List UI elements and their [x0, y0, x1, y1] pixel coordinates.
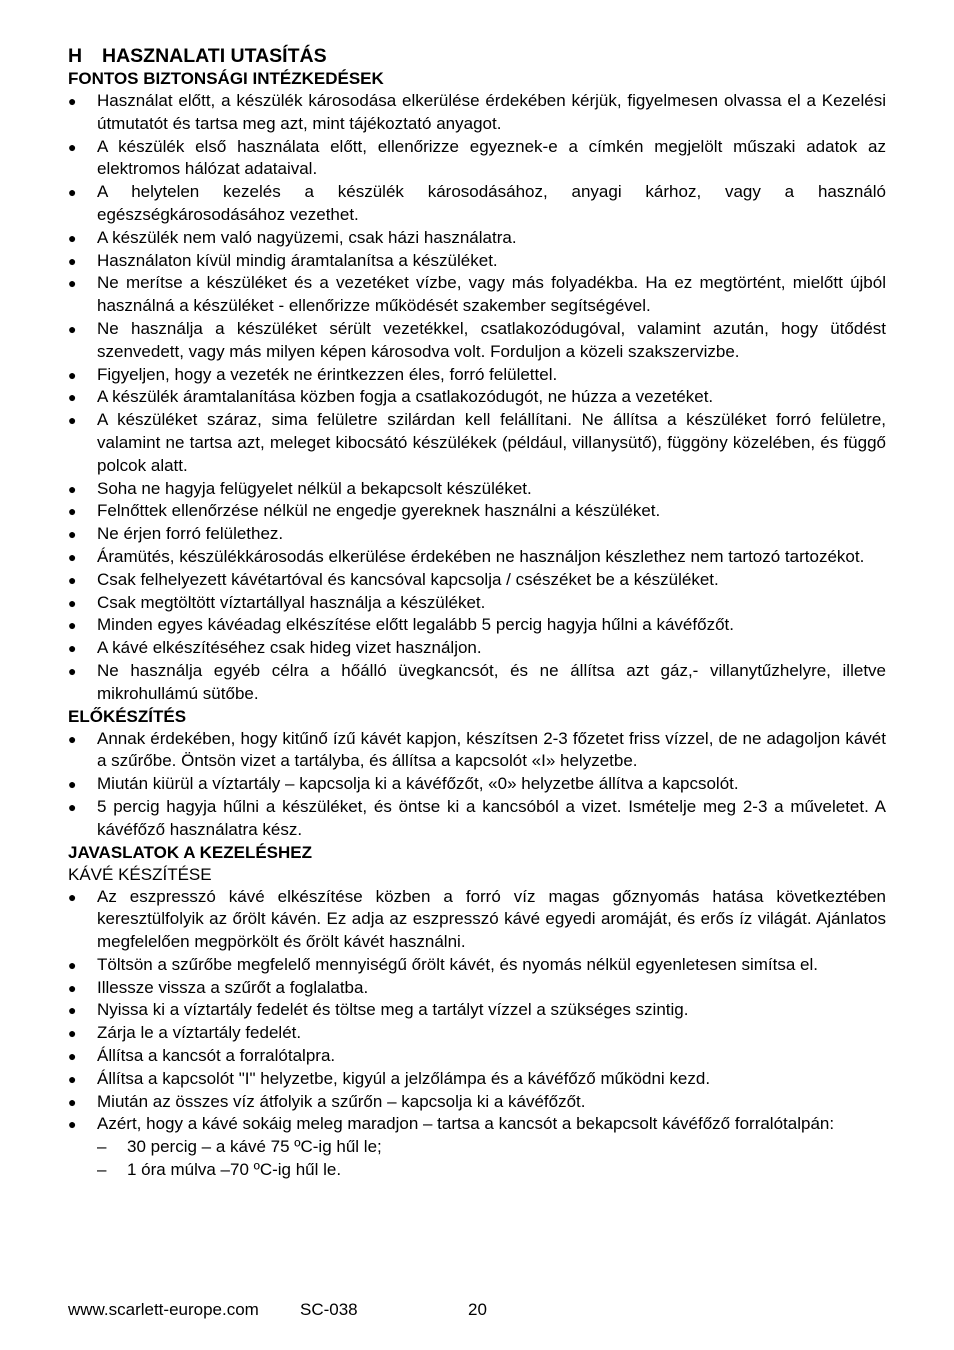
temperature-sublist: [68, 1136, 886, 1182]
list-item: ● Felnőttek ellenőrzése nélkül ne engedje gyereknek használni a készüléket.: [68, 501, 661, 521]
list-item: ● Állítsa a kapcsolót "I" helyzetbe, kigyúl a jelzőlámpa és a kávéfőző működni kezd.: [68, 1068, 711, 1088]
list-item: ● Nyissa ki a víztartály fedelét és töltse meg a tartályt vízzel a szükséges szintig.: [68, 1000, 689, 1020]
list-item: ● Annak érdekében, hogy kitűnő ízű kávét kapjon, készítsen 2-3 főzetet friss vízzel, de ne adagoljon kávét a szűrőbe. Öntsön vizet a tartályba, és állítsa a kapcsolót «I» helyzetbe.: [68, 728, 886, 771]
preparation-list: [68, 728, 886, 842]
list-item: ● Állítsa a kancsót a forralótalpra.: [68, 1046, 336, 1066]
dash-item: – 1 óra múlva –70 ºC-ig hűl le.: [97, 1160, 342, 1180]
list-item: ● Miután kiürül a víztartály – kapcsolja ki a kávéfőzőt, «0» helyzetbe állítva a kapcsolót.: [68, 774, 739, 794]
manual-page: [68, 44, 886, 1182]
list-item: ● A helytelen kezelés a készülék károsodásához, anyagi kárhoz, vagy a használó egészségkárosodásához vezethet.: [68, 182, 886, 224]
list-item: ● Ne érjen forró felülethez.: [68, 524, 284, 544]
list-item: ● Használaton kívül mindig áramtalanítsa a készüléket.: [68, 250, 498, 270]
section-heading-usage: JAVASLATOK A KEZELÉSHEZ: [68, 842, 313, 862]
list-item: ● Ne használja egyéb célra a hőálló üvegkancsót, és ne állítsa azt gáz,- villanytűzhelyre, illetve mikrohullámú sütőbe.: [68, 660, 886, 703]
list-item: ● Ne használja a készüléket sérült vezetékkel, csatlakozódugóval, valamint azután, hogy ütődést szenvedett, vagy más milyen képen károsodva volt. Forduljon a közeli szakszervizbe.: [68, 318, 886, 361]
list-item: ● Ne merítse a készüléket és a vezetéket vízbe, vagy más folyadékba. Ha ez megtörtént, mielőtt újból használná a készüléket - ellenőrizze működését szakember segítségével.: [68, 273, 886, 316]
list-item: ● A készülék első használata előtt, ellenőrizze egyeznek-e a címkén megjelölt műszaki adatok az elektromos hálózat adataival.: [68, 136, 886, 179]
list-item: ● Áramütés, készülékkárosodás elkerülése érdekében ne használjon készlethez nem tartozó tartozékot.: [68, 546, 865, 566]
list-item: ● Töltsön a szűrőbe megfelelő mennyiségű őrölt kávét, és nyomás nélkül egyenletesen simítsa el.: [68, 954, 818, 974]
list-item: ● A készülék nem való nagyüzemi, csak házi használatra.: [68, 227, 517, 247]
list-item: ● Illessze vissza a szűrőt a foglalatba.: [68, 977, 369, 997]
section-heading-preparation: ELŐKÉSZÍTÉS: [68, 706, 187, 726]
list-item: ● A készüléket száraz, sima felületre szilárdan kell felállítani. Ne állítsa a készüléket forró felületre, valamint ne tartsa azt, meleget kibocsátó készülékek (például, villanysütő), függöny közelében, és függő polcok alatt.: [68, 410, 886, 475]
section-heading-safety: FONTOS BIZTONSÁGI INTÉZKEDÉSEK: [68, 69, 384, 88]
safety-list: [68, 90, 886, 706]
list-item: ● Zárja le a víztartály fedelét.: [68, 1023, 302, 1043]
list-item: ● 5 percig hagyja hűlni a készüléket, és öntse ki a kancsóból a vizet. Ismételje meg 2-3 a műveletet. A kávéfőző használatra kész.: [68, 796, 886, 839]
list-item: ● Figyeljen, hogy a vezeték ne érintkezzen éles, forró felülettel.: [68, 364, 558, 384]
page-title: [68, 44, 886, 68]
list-item: ● A készülék áramtalanítása közben fogja a csatlakozódugót, ne húzza a vezetéket.: [68, 387, 714, 407]
subheading-coffee-making: KÁVÉ KÉSZÍTÉSE: [68, 864, 212, 884]
list-item: ● Használat előtt, a készülék károsodása elkerülése érdekében kérjük, figyelmesen olvassa el a Kezelési útmutatót és tartsa meg azt, mint tájékoztató anyagot.: [68, 91, 886, 133]
title-text: HASZNALATI UTASÍTÁS: [102, 45, 327, 67]
list-item: ● A kávé elkészítéséhez csak hideg vizet használjon.: [68, 638, 482, 658]
dash-item: – 30 percig – a kávé 75 ºC-ig hűl le;: [97, 1137, 382, 1157]
list-item: ● Csak megtöltött víztartállyal használja a készüléket.: [68, 592, 486, 612]
website-url: www.scarlett-europe.com: [68, 1300, 259, 1319]
language-letter: H: [68, 45, 83, 67]
list-item: ● Azért, hogy a kávé sokáig meleg maradjon – tartsa a kancsót a bekapcsolt kávéfőző forralótalpán:: [68, 1114, 835, 1134]
model-number: SC-038: [300, 1300, 358, 1319]
usage-list: [68, 886, 886, 1137]
list-item: ● Az eszpresszó kávé elkészítése közben a forró víz magas gőznyomás hatása következtében keresztülfolyik az őrölt kávén. Ez adja az eszpresszó kávé egyedi aromáját, és erős íz világát. Ajánlatos megfelelően megpörkölt és őrölt kávét használni.: [68, 886, 886, 952]
page-number: 20: [468, 1300, 487, 1319]
list-item: ● Miután az összes víz átfolyik a szűrőn – kapcsolja ki a kávéfőzőt.: [68, 1091, 586, 1111]
list-item: ● Soha ne hagyja felügyelet nélkül a bekapcsolt készüléket.: [68, 478, 532, 498]
list-item: ● Csak felhelyezett kávétartóval és kancsóval kapcsolja / csészéket be a készüléket.: [68, 569, 719, 589]
list-item: ● Minden egyes kávéadag elkészítése előtt legalább 5 percig hagyja hűlni a kávéfőzőt.: [68, 615, 734, 635]
